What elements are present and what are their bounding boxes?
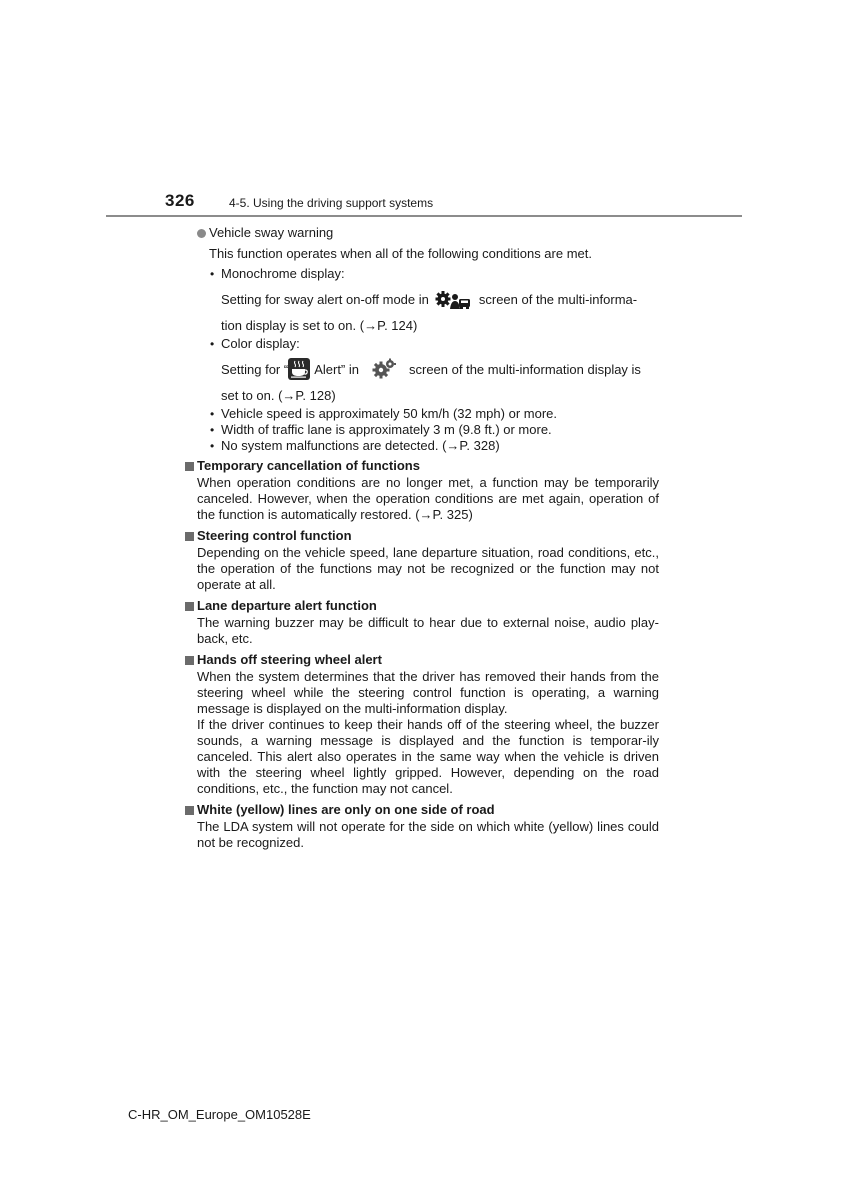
gear-icon [371, 358, 397, 386]
section-heading [185, 651, 659, 669]
condition-lane-width: • Width of traffic lane is approximately 3 m (9.8 ft.) or more. [185, 422, 659, 438]
section-title-lane-departure-alert: Lane departure alert function [197, 598, 377, 613]
section-body-white-lines: The LDA system will not operate for the side on which white (yellow) lines could not be recognized. [197, 819, 659, 850]
circle-bullet-icon [197, 229, 206, 238]
section-heading [185, 597, 659, 615]
mono-display-setting [185, 282, 659, 336]
section-title-white-lines: White (yellow) lines are only on one side of road [197, 802, 495, 817]
section-body-steering-control: Depending on the vehicle speed, lane departure situation, road conditions, etc., the operation of the functions may not be recognized or the function may not operate at all. [197, 545, 659, 592]
section-body-hands-off: When the system determines that the driver has removed their hands from the steering wheel while the steering control function is operating, a warning message is displayed on the multi-information display. [197, 669, 659, 716]
mono-setting-text-post: screen of the multi-informa- [478, 292, 638, 307]
section-body-temporary-cancellation: When operation conditions are no longer met, a function may be temporarily canceled. However, when the operation conditions are met again, operation of the function is automatically restored. (→P. 325) [197, 475, 659, 522]
color-display-label: • Color display: [185, 336, 659, 352]
color-setting-text-line2: set to on. (→P. 128) [221, 388, 336, 403]
document-code: C-HR_OM_Europe_OM10528E [128, 1107, 311, 1122]
coffee-cup-icon [288, 358, 310, 386]
condition-speed: • Vehicle speed is approximately 50 km/h (32 mph) or more. [185, 406, 659, 422]
section-body-lane-departure-alert: The warning buzzer may be difficult to hear due to external noise, audio play-back, etc. [197, 615, 659, 646]
square-bullet-icon [185, 462, 194, 471]
square-bullet-icon [185, 656, 194, 665]
color-setting-text-pre: Setting for “ [221, 362, 289, 377]
section-heading [185, 457, 659, 475]
color-setting-text-mid: Alert” in [314, 362, 359, 377]
color-setting-text-post: screen of the multi-information display is [409, 362, 641, 377]
section-title-steering-control: Steering control function [197, 528, 352, 543]
mono-setting-text-line2: tion display is set to on. (→P. 124) [221, 318, 418, 333]
vehicle-sway-title: Vehicle sway warning [209, 225, 334, 240]
section-heading [185, 801, 659, 819]
square-bullet-icon [185, 602, 194, 611]
section-title-hands-off: Hands off steering wheel alert [197, 652, 382, 667]
header-rule [106, 215, 742, 217]
page-number: 326 [165, 191, 195, 210]
page-content [185, 224, 659, 851]
vehicle-sway-intro: This function operates when all of the following conditions are met. [209, 246, 592, 261]
section-heading [185, 527, 659, 545]
condition-no-malfunction: • No system malfunctions are detected. (→P. 328) [185, 438, 659, 454]
section-body-hands-off-continued: If the driver continues to keep their hands off of the steering wheel, the buzzer sounds, a warning message is displayed and the function is temporar-ily canceled. This alert also operates in the same way when the vehicle is driven with the steering wheel lightly gripped. However, depending on the road conditions, etc., the function may not cancel. [197, 717, 659, 796]
mono-setting-text-pre: Setting for sway alert on-off mode in [221, 292, 429, 307]
section-title: 4-5. Using the driving support systems [229, 196, 434, 210]
gear-car-icon [435, 290, 471, 316]
color-display-setting [185, 352, 659, 406]
section-title-temporary-cancellation: Temporary cancellation of functions [197, 458, 420, 473]
square-bullet-icon [185, 806, 194, 815]
vehicle-sway-heading [185, 224, 659, 242]
page-header [0, 190, 742, 218]
square-bullet-icon [185, 532, 194, 541]
mono-display-label: • Monochrome display: [185, 266, 659, 282]
